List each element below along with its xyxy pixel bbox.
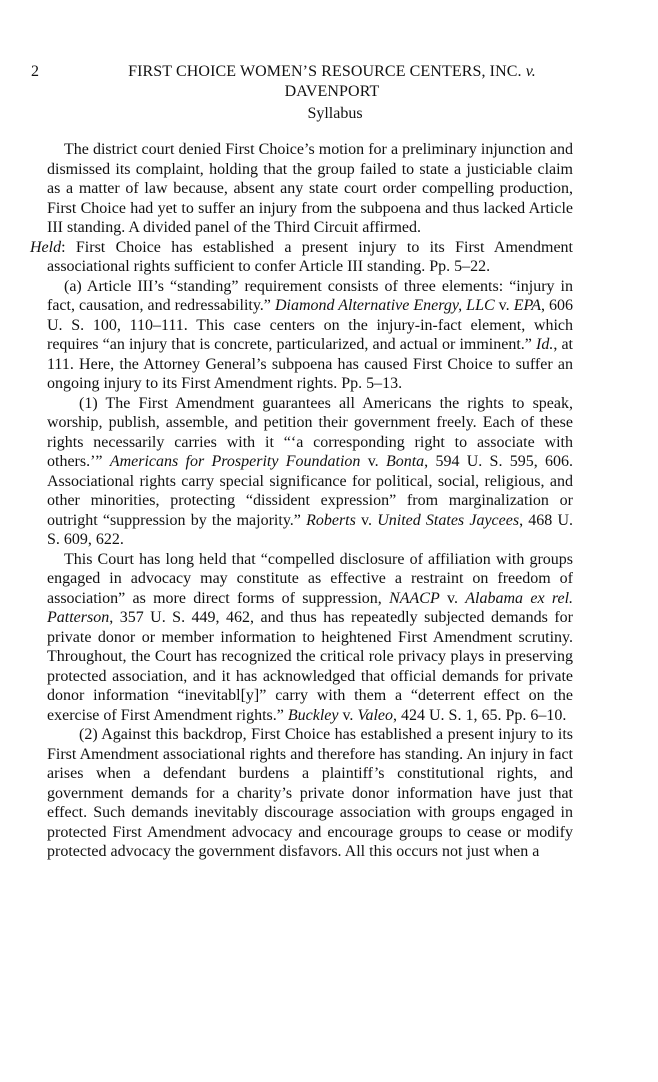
text-run: v. bbox=[360, 453, 386, 470]
paragraph-held bbox=[30, 238, 573, 277]
text-run: (1) The First Amendment guarantees all Americans the rights to speak, worship, publish, assemble, and petition their government freely. Each of these rights necessarily carries with it “‘a corresponding right to associate with others.’” bbox=[47, 394, 573, 470]
section-label: Syllabus bbox=[307, 105, 363, 122]
case-title-part2: DAVENPORT bbox=[284, 83, 380, 100]
case-citation: Id. bbox=[536, 336, 554, 353]
text-run: v. bbox=[494, 297, 514, 314]
text-run: (a) Article III’s “standing” requirement consists of three elements: “injury in fact, causation, and redressability.” bbox=[47, 277, 573, 314]
case-citation: Bonta bbox=[385, 453, 425, 470]
text-run: v. bbox=[439, 589, 466, 607]
paragraph-a-1 bbox=[47, 394, 573, 550]
case-title bbox=[72, 62, 592, 102]
text-run: , 594 U. S. 595, 606. Associational rights carry special significance for political, social, religious, and other minorities, protecting “dissident expression” from marginalization or outright “suppression by the majority.” bbox=[47, 453, 574, 529]
text-run: , 357 U. S. 449, 462, and thus has repeatedly subjected demands for private donor or member information to heightened First Amendment scrutiny. Throughout, the Court has recognized the critical role privacy plays in preserving protected association, and it has acknowledged that official demands for private donor information “inevitabl[y]” carry with them a “deterrent effect on the exercise of First Amendment rights.” bbox=[47, 609, 573, 724]
case-citation: Roberts bbox=[306, 511, 356, 529]
case-citation: Alabama ex rel. Patterson bbox=[47, 589, 574, 626]
page-number: 2 bbox=[31, 63, 39, 80]
held-label: Held bbox=[30, 238, 62, 256]
text-run: , 424 U. S. 1, 65. Pp. 6–10. bbox=[392, 706, 567, 724]
text-run: v. bbox=[355, 511, 378, 529]
case-citation: Valeo bbox=[357, 706, 393, 724]
case-citation: Diamond Alternative Energy, LLC bbox=[274, 297, 495, 314]
case-citation: Americans for Prosperity Foundation bbox=[109, 453, 361, 470]
paragraph-a bbox=[47, 277, 573, 394]
text-run: , 606 U. S. 100, 110–111. This case centers on the injury-in-fact element, which requires “an injury that is concrete, particularized, and actual or imminent.” bbox=[47, 297, 574, 353]
paragraph-compelled-disclosure bbox=[47, 550, 573, 726]
case-citation: United States Jaycees bbox=[377, 511, 520, 529]
case-citation: EPA bbox=[513, 297, 541, 314]
paragraph-procedural-history: The district court denied First Choice’s motion for a preliminary injunction and dismissed its complaint, holding that the group failed to state a justiciable claim as a matter of law because, absent any state court order compelling production, First Choice had yet to suffer an injury from the subpoena and thus lacked Article III standing. A divided panel of the Third Circuit affirmed. bbox=[47, 141, 573, 236]
case-citation: NAACP bbox=[389, 589, 440, 607]
held-text: : First Choice has established a present injury to its First Amendment associational rights sufficient to confer Article III standing. Pp. 5–22. bbox=[47, 238, 573, 275]
case-title-versus: v. bbox=[525, 63, 536, 80]
paragraph-a-2: (2) Against this backdrop, First Choice has established a present injury to its First Amendment associational rights and therefore has standing. An injury in fact arises when a defendant burdens a plaintiff’s constitutional rights, and government demands for a charity’s private donor information have just that effect. Such demands inevitably discourage association with groups engaged in protected First Amendment advocacy and encourage groups to cease or modify protected advocacy the government disfavors. All this occurs not just when a bbox=[47, 726, 573, 860]
case-title-part1: FIRST CHOICE WOMEN’S RESOURCE CENTERS, INC. bbox=[128, 63, 526, 80]
case-citation: Buckley bbox=[287, 706, 339, 724]
syllabus-body bbox=[30, 140, 574, 862]
text-run: , 468 U. S. 609, 622. bbox=[47, 511, 574, 548]
text-run: This Court has long held that “compelled disclosure of affiliation with groups engaged in advocacy may constitute as effective a restraint on freedom of association” as more direct forms of suppression, bbox=[47, 550, 573, 607]
text-run: , at 111. Here, the Attorney General’s subpoena has caused First Choice to suffer an ongoing injury to its First Amendment rights. Pp. 5–13. bbox=[47, 336, 574, 392]
text-run: v. bbox=[338, 706, 358, 724]
